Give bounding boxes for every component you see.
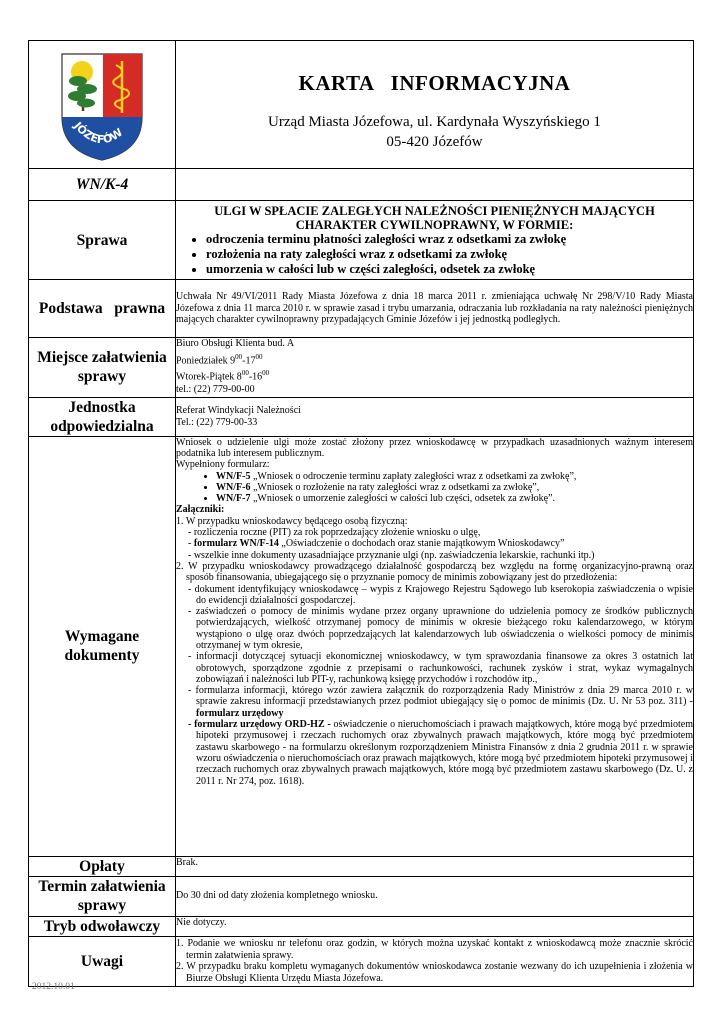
uwagi-value <box>176 936 694 986</box>
uwagi-note-1: 1. Podanie we wniosku nr telefonu oraz godzin, w których można uzyskać kontakt z wnioskodawcą może znacznie skrócić termin załatwienia sprawy. <box>176 937 693 961</box>
form-item: • WN/F-7 „Wniosek o umorzenie zaległości w całości lub części, odsetek za zwłokę”. <box>216 493 693 504</box>
jednostka-phone: Tel.: (22) 779-00-33 <box>176 416 258 428</box>
miejsce-phone: tel.: (22) 779-00-00 <box>176 384 255 396</box>
hours-tuesday-friday: Wtorek-Piątek $8^{00}-16^{00}$ <box>176 369 270 383</box>
podstawa-value: Uchwała Nr 49/VI/2011 Rady Miasta Józefowa z dnia 18 marca 2011 r. zmieniająca uchwałę Nr 298/V/10 Rady Miasta Józefowa z dnia 11 marca 2010 r. w sprawie zasad i trybu umarzania, odraczania lub rozkładania na raty należności pieniężnych mających charakter cywilnoprawny przypadających Gminie Józefów i jej jednostką podległych. <box>176 280 694 338</box>
card-header <box>176 41 694 169</box>
wymagane-intro: Wniosek o udzielenie ulgi może zostać złożony przez wnioskodawcę w przypadkach uzasadnionych ważnym interesem podatnika lub interesem publicznym. <box>176 436 693 459</box>
hours-monday: Poniedziałek $9^{00}-17^{00}$ <box>176 352 263 366</box>
attachments-title: Załączniki: <box>176 504 225 516</box>
oplaty-value: Brak. <box>176 856 694 876</box>
crest-cell <box>29 41 176 169</box>
attachment-1-a: - rozliczenia roczne (PIT) za rok poprzedzający złożenie wniosku o ulgę, <box>188 527 481 539</box>
label-sprawa: Sprawa <box>29 201 176 280</box>
address-line-1: Urząd Miasta Józefowa, ul. Kardynała Wyszyńskiego 1 <box>268 114 601 130</box>
wymagane-value <box>176 436 694 856</box>
card-table <box>28 40 694 987</box>
tryb-value: Nie dotyczy. <box>176 916 694 936</box>
attachment-2-e: - formularz urzędowy ORD-HZ - oświadczenie o nieruchomościach i prawach majątkowych, które mogą być przedmiotem hipoteki przymusowej i rzeczach ruchomych oraz zbywalnych prawach majątkowych, które mogą być przedmiotem zastawu skarbowego - na formularzu określonym rozporządzeniem Ministra Finansów z dnia 2 grudnia 2011 r. w sprawie wzoru oświadczenia o nieruchomościach oraz prawach majątkowych, które mogą być przedmiotem hipoteki przymusowej i rzeczach ruchomych oraz zbywalnych prawach majątkowych, które mogą być przedmiotem zastawu skarbowego (Dz. U. z 2011 r. Nr 274, poz. 1618). <box>188 719 693 787</box>
uwagi-note-2: 2. W przypadku braku kompletu wymaganych dokumentów wnioskodawca zostanie wezwany do ich uzupełnienia i złożenia w Biurze Obsługi Klienta Urzędu Miasta Józefowa. <box>176 961 693 984</box>
ulgi-item: • umorzenia w całości lub w części zaległości, odsetek za zwłokę <box>206 262 689 277</box>
termin-value: Do 30 dni od daty złożenia kompletnego wniosku. <box>176 876 694 916</box>
code-blank-cell <box>176 169 694 201</box>
attachment-2-a: - dokument identyfikujący wnioskodawcę – wypis z Krajowego Rejestru Sądowego lub kserokopia zaświadczenia o wpisie do ewidencji działalności gospodarczej. <box>188 583 693 606</box>
label-wymagane: Wymagane dokumenty <box>29 436 176 856</box>
label-oplaty: Opłaty <box>29 856 176 876</box>
attachment-2-b: - zaświadczeń o pomocy de minimis wydane przez organy uprawnione do udzielenia pomocy ze środków publicznych potwierdzających, wielkość otrzymanej pomocy de minimis w okresie bieżącego roku kalendarzowego, w którym wystąpiono o ulgę oraz dwóch poprzedzających lat kalendarzowych lub oświadczenia o wielkości pomocy de minimis otrzymanej w tym okresie, <box>188 606 693 651</box>
card-code: WN/K-4 <box>29 169 176 201</box>
label-termin: Termin załatwienia sprawy <box>29 876 176 916</box>
jozefow-crest-icon <box>59 51 145 163</box>
label-jednostka: Jednostka odpowiedzialna <box>29 397 176 436</box>
attachment-2: 2. W przypadku wnioskodawcy prowadzącego działalność gospodarczą bez względu na formę organizacyjno-prawną oraz sposób finansowania, ubiegającego się o przyznanie pomocy de minimis zobowiązany jest do przedłożenia: <box>176 560 693 584</box>
ulgi-list <box>180 232 689 277</box>
label-miejsce: Miejsce załatwienia sprawy <box>29 338 176 398</box>
footer-date: 2012.10.01 <box>32 982 75 992</box>
form-item: • WN/F-6 „Wniosek o rozłożenie na raty zaległości wraz z odsetkami za zwłokę”, <box>216 482 693 493</box>
label-uwagi: Uwagi <box>29 936 176 986</box>
wymagane-filled: Wypełniony formularz: <box>176 459 270 471</box>
miejsce-line1: Biuro Obsługi Klienta bud. A <box>176 338 295 349</box>
sprawa-value <box>176 201 694 280</box>
address-line-2: 05-420 Józefów <box>386 134 483 150</box>
attachment-1-c: - wszelkie inne dokumenty uzasadniające przyznanie ulgi (np. zaświadczenia lekarskie, rachunki itp.) <box>188 549 595 561</box>
information-card <box>28 40 693 984</box>
attachment-2-c: - informacji dotyczącej sytuacji ekonomicznej wnioskodawcy, w tym sprawozdania finansowe za okres 3 ostatnich lat obrotowych, sporządzone zgodnie z przepisami o rachunkowości, rachunek zysków i strat, wykaz wymagalnych zobowiązań i należności lub PIT-y, rachunkową księgę przychodów i rozchodów itp., <box>188 651 693 685</box>
attachment-1-b: - formularz WN/F-14 „Oświadczenie o dochodach oraz stanie majątkowym Wnioskodawcy” <box>188 538 565 550</box>
sprawa-heading: ULGI W SPŁACIE ZALEGŁYCH NALEŻNOŚCI PIENIĘŻNYCH MAJĄCYCH CHARAKTER CYWILNOPRAWNY, W FORMIE: <box>214 203 655 232</box>
label-tryb: Tryb odwoławczy <box>29 916 176 936</box>
miejsce-value <box>176 338 694 398</box>
crest-text: JÓZEFÓW <box>71 119 126 147</box>
jednostka-line1: Referat Windykacji Należności <box>176 405 301 417</box>
card-title: KARTA INFORMACYJNA <box>298 71 571 95</box>
ulgi-item: • odroczenia terminu płatności zaległości wraz z odsetkami za zwłokę <box>206 232 689 247</box>
attachment-2-d: - formularza informacji, którego wzór zawiera załącznik do rozporządzenia Rady Ministrów z dnia 29 marca 2010 r. w sprawie zakresu informacji przedstawianych przez podmiot ubiegający się o pomoc de minimis (Dz. U. Nr 53 poz. 311) - formularz urzędowy <box>188 685 693 719</box>
office-address <box>176 112 693 152</box>
ulgi-item: • rozłożenia na raty zaległości wraz z odsetkami za zwłokę <box>206 247 689 262</box>
forms-list <box>176 471 693 505</box>
form-item: • WN/F-5 „Wniosek o odroczenie terminu zapłaty zaległości wraz z odsetkami za zwłokę”, <box>216 471 693 482</box>
jednostka-value <box>176 397 694 436</box>
label-podstawa: Podstawa prawna <box>29 280 176 338</box>
attachment-1: 1. W przypadku wnioskodawcy będącego osobą fizyczną: <box>176 515 408 527</box>
